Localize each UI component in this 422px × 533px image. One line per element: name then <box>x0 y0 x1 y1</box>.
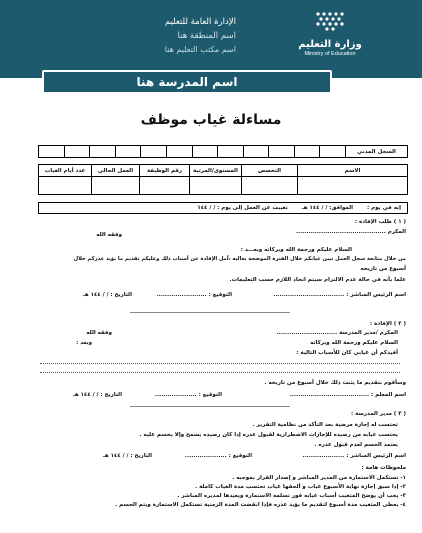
section2-wafaqahu: وفقه الله <box>86 330 112 336</box>
section1-body-2: أسبوع من تاريخه <box>360 266 406 272</box>
section3-date[interactable]: التاريخ : / / ١٤٤ هـ <box>102 453 152 459</box>
ministry-block <box>250 10 410 57</box>
reason-line[interactable] <box>40 363 400 364</box>
absence-date-line <box>38 202 408 214</box>
civil-digit-cell[interactable] <box>243 146 269 158</box>
date-label: الموافق: / / ١٤٤ هـ <box>301 205 354 211</box>
civil-digit-cell[interactable] <box>115 146 141 158</box>
note-item: ٣- يجب أن يوضح المتغيب أسباب غيابه فور تسلمه الاستمارة ويعيدها لمديره المباشر . <box>177 493 406 499</box>
section2-after: وبعد : <box>76 340 92 346</box>
office-name: اسم مكتب التعليم هنا <box>164 45 236 54</box>
directorate-name: الإدارة العامة للتعليم <box>164 17 236 27</box>
section1-direct-boss[interactable]: اسم الرئيس المباشر : .................................. <box>273 292 406 298</box>
divider <box>130 312 290 313</box>
section3-boss[interactable]: اسم الرئيس المباشر : .................... <box>302 453 406 459</box>
note-item: ٢- إذا سبق إجازة نهاية الأسبوع غياب و ألحقها غياب تحتسب مدة الغياب كاملة . <box>195 484 406 490</box>
region-name: اسم المنطقة هنا <box>177 31 236 41</box>
section1-body-3: علما بأنه في حالة عدم الالتزام سيتم اتخاذ اللازم حسب التعليمات. <box>229 277 406 283</box>
name-cell[interactable] <box>298 177 408 195</box>
section1-body-1: من خلال متابعة سجل العمل تبين غيابكم خلال الفترة الموضحة بعاليه ،آمل الإفادة عن أسباب ذلك وعليكم تقديم ما يؤيد عذركم خلال <box>73 256 406 262</box>
ministry-name-en: Ministry of Education <box>304 51 356 57</box>
absence-days-cell[interactable] <box>39 177 92 195</box>
section2-attach-note: وسأقوم بتقديم ما يثبت ذلك خلال أسبوع من تاريخه . <box>264 380 406 386</box>
absence-until-label: تغيبت عن العمل إلى يوم : / / ١٤٤ <box>197 205 288 211</box>
civil-digit-cell[interactable] <box>192 146 218 158</box>
day-label: إنه في يوم : <box>367 205 401 211</box>
civil-digit-cell[interactable] <box>269 146 295 158</box>
col-header-current-work: العمل الحالي <box>92 165 140 177</box>
ministry-name-ar: وزارة التعليم <box>298 39 362 50</box>
ministry-logo-icon <box>312 10 348 36</box>
section2-greeting: السلام عليكم ورحمة الله وبركاته <box>310 340 398 346</box>
note-item: ٤- يعطى المتغيب مدة أسبوع لتقديم ما يؤيد عذره فإذا انقضت المدة الزمنية تستكمل الاستمارة ويتم الحسم . <box>115 502 406 508</box>
current-work-cell[interactable] <box>92 177 140 195</box>
form-title: مساءلة غياب موظف <box>140 112 282 128</box>
col-header-specialty: التخصص <box>242 165 298 177</box>
employee-info-table <box>38 164 408 195</box>
job-number-cell[interactable] <box>140 177 190 195</box>
level-cell[interactable] <box>190 177 242 195</box>
section1-signature[interactable]: التوقيع : ........................ <box>156 292 232 298</box>
school-name-banner: اسم المدرسة هنا <box>42 70 332 94</box>
section1-date[interactable]: التاريخ : / / ١٤٤ هـ <box>82 292 132 298</box>
civil-digit-cell[interactable] <box>320 146 346 158</box>
specialty-cell[interactable] <box>242 177 298 195</box>
civil-record-label: السجل المدني <box>346 146 408 158</box>
col-header-job-number: رقم الوظيفة <box>140 165 190 177</box>
section1-greeting: السلام عليكم ورحمة الله وبركاته وبعـــد : <box>240 247 352 253</box>
divider <box>130 406 290 407</box>
civil-record-table <box>38 145 408 158</box>
section3-heading: ( ٣ ) مدير المدرسة : <box>351 411 406 417</box>
section1-wafaqahu: وفقه الله <box>96 232 122 238</box>
civil-digit-cell[interactable] <box>64 146 90 158</box>
section2-signature[interactable]: التوقيع : .................... <box>154 392 222 398</box>
section3-option-emergency-leave[interactable]: يحتسب غيابه من رصيده للإجازات الاضطرارية لقبول عذره إذا كان رصيده يسمح وإلا يحسم عليه . <box>139 432 398 438</box>
section2-reason-intro: أفيدكم أن غيابي كان للأسباب التالية : <box>296 350 398 356</box>
section3-signature[interactable]: التوقيع : .................... <box>184 453 252 459</box>
section1-heading: ( ١ ) طلب الإفادة : <box>354 219 406 225</box>
col-header-absence-days: عدد أيام الغياب <box>39 165 92 177</box>
civil-digit-cell[interactable] <box>294 146 320 158</box>
section3-option-deduction[interactable]: يعتمد الحسم لعدم قبول عذره . <box>314 442 398 448</box>
col-header-level: المستوى/المرتبة <box>190 165 242 177</box>
section3-option-sick-leave[interactable]: تحتسب له إجازة مرضية بعد التأكد من نظامية التقرير . <box>252 422 398 428</box>
section1-recipient: المكرم ........................................... <box>295 229 406 235</box>
section2-recipient: المكرم /مدير المدرسة ............................. <box>276 330 398 336</box>
civil-digit-cell[interactable] <box>90 146 116 158</box>
note-item: ١- تستكمل الاستمارة من المدير المباشر و إصدار القرار بموجبه . <box>232 475 406 481</box>
civil-digit-cell[interactable] <box>141 146 167 158</box>
section2-date[interactable]: التاريخ : / / ١٤٤ هـ <box>72 392 122 398</box>
directorate-block <box>116 15 236 57</box>
reason-line[interactable] <box>40 372 400 373</box>
col-header-name: الاسم <box>298 165 408 177</box>
section2-teacher-name[interactable]: اسم المعلم : ...................................... <box>289 392 406 398</box>
civil-digit-cell[interactable] <box>39 146 65 158</box>
section2-heading: ( ٢ ) الإفادة : <box>370 321 406 327</box>
notes-heading: ملحوظات هامة : <box>361 465 406 471</box>
civil-digit-cell[interactable] <box>166 146 192 158</box>
civil-digit-cell[interactable] <box>218 146 244 158</box>
page-header <box>0 0 422 78</box>
